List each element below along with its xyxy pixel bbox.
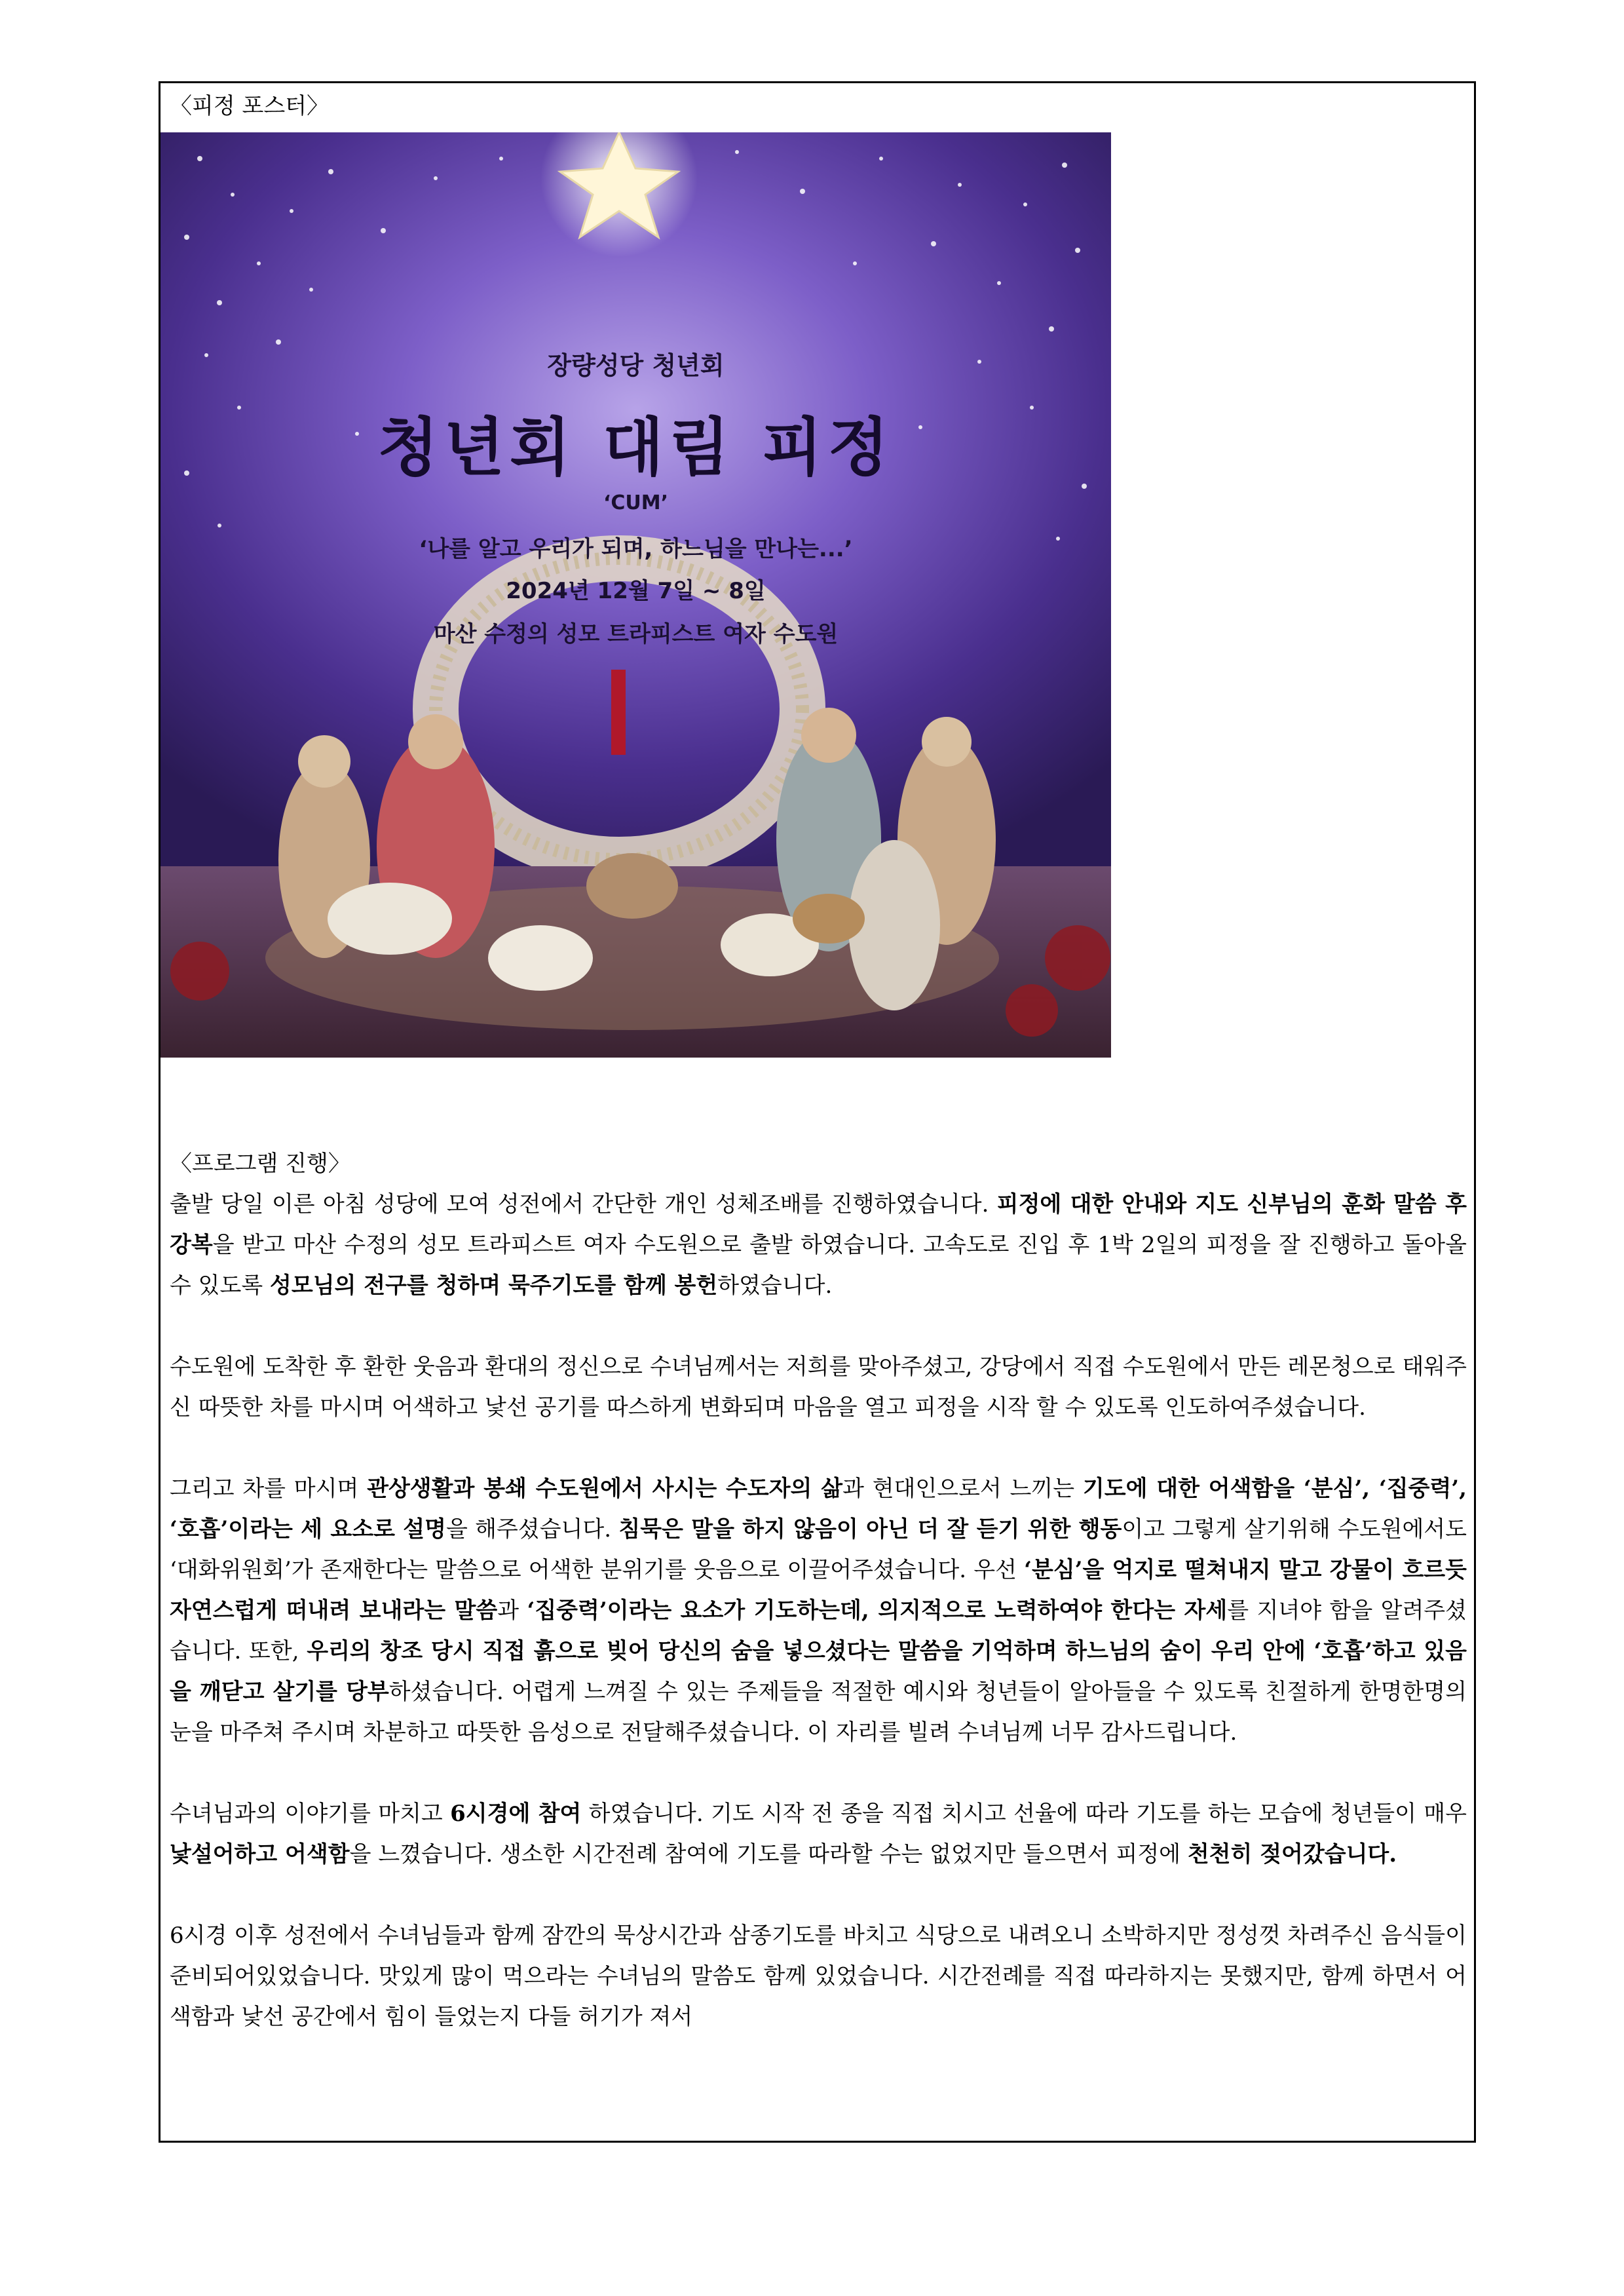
bold-text-run: 성모님의 전구를 청하며 묵주기도를 함께 봉헌 <box>270 1272 718 1299</box>
program-paragraph <box>170 1468 1467 1753</box>
text-run: 과 <box>497 1598 527 1624</box>
program-paragraph <box>170 1184 1467 1306</box>
bold-text-run: 관상생활과 봉쇄 수도원에서 사시는 수도자의 삶 <box>367 1476 843 1502</box>
bold-text-run: 피정에 대한 안내와 지도 신부님의 훈화 말씀 후 강복 <box>170 1191 1467 1258</box>
bold-text-run: 천천히 젖어갔습니다. <box>1187 1841 1397 1867</box>
poster-theme: ‘CUM’ <box>603 491 669 514</box>
text-run: 을 해주셨습니다. <box>446 1516 619 1542</box>
text-run: 그리고 차를 마시며 <box>170 1476 368 1502</box>
program-paragraph <box>170 1915 1467 2037</box>
poster-date: 2024년 12월 7일 ~ 8일 <box>506 578 766 604</box>
bold-text-run: ‘분심’을 억지로 떨쳐내지 말고 강물이 흐르듯 자연스럽게 떠내려 보내라는 말씀 <box>170 1557 1467 1624</box>
program-paragraph <box>170 1793 1467 1875</box>
poster-place: 마산 수정의 성모 트라피스트 여자 수도원 <box>433 621 839 647</box>
bold-text-run: 6시경에 참여 <box>450 1801 582 1827</box>
text-run: 출발 당일 이른 아침 성당에 모여 성전에서 간단한 개인 성체조배를 진행하였습니다. <box>170 1191 997 1217</box>
text-run: 하셨습니다. 어렵게 느껴질 수 있는 주제들을 적절한 예시와 청년들이 알아들을 수 있도록 친절하게 한명한명의 눈을 마주쳐 주시며 차분하고 따뜻한 음성으로 전달해주셨습니다. 이 자리를 빌려 수녀님께 너무 감사드립니다. <box>170 1679 1467 1746</box>
text-run: 을 느꼈습니다. 생소한 시간전례 참여에 기도를 따라할 수는 없었지만 들으면서 피정에 <box>349 1841 1188 1867</box>
bold-text-run: 우리의 창조 당시 직접 흙으로 빚어 당신의 숨을 넣으셨다는 말씀을 기억하며 하느님의 숨이 우리 안에 ‘호흡’하고 있음을 깨닫고 살기를 당부 <box>170 1638 1467 1705</box>
text-run: 을 받고 마산 수정의 성모 트라피스트 여자 수도원으로 출발 하였습니다. 고속도로 진입 후 1박 2일의 피정을 잘 진행하고 돌아올 수 있도록 <box>170 1232 1467 1299</box>
bold-text-run: 기도에 대한 어색함을 ‘분심’, ‘집중력’, ‘호흡’이라는 세 요소로 설명 <box>170 1476 1467 1542</box>
retreat-poster <box>161 132 1111 1058</box>
program-section-heading: 〈프로그램 진행〉 <box>170 1151 350 1177</box>
text-run: 하였습니다. 기도 시작 전 종을 직접 치시고 선율에 따라 기도를 하는 모습에 청년들이 매우 <box>581 1801 1467 1827</box>
poster-title: 청년회 대림 피정 <box>377 411 894 484</box>
program-body <box>170 1184 1467 2078</box>
bold-text-run: 침묵은 말을 하지 않음이 아닌 더 잘 듣기 위한 행동 <box>618 1516 1122 1542</box>
document-frame <box>159 81 1476 2143</box>
bold-text-run: 낯설어하고 어색함 <box>170 1841 350 1867</box>
poster-subtitle: ‘나를 알고 우리가 되며, 하느님을 만나는...’ <box>419 536 853 562</box>
text-run: 수도원에 도착한 후 환한 웃음과 환대의 정신으로 수녀님께서는 저희를 맞아주셨고, 강당에서 직접 수도원에서 만든 레몬청으로 태워주신 따뜻한 차를 마시며 어색하고 낯선 공기를 따스하게 변화되며 마음을 열고 피정을 시작 할 수 있도록 인도하여주셨습니다. <box>170 1354 1467 1421</box>
text-run: 하였습니다. <box>717 1272 833 1299</box>
poster-organizer: 장량성당 청년회 <box>547 351 725 380</box>
text-run: 과 현대인으로서 느끼는 <box>842 1476 1083 1502</box>
text-run: 이고 그렇게 살기위해 수도원에서도 ‘대화위원회’가 존재한다는 말씀으로 어색한 분위기를 웃음으로 이끌어주셨습니다. 우선 <box>170 1516 1467 1583</box>
poster-section-heading: 〈피정 포스터〉 <box>170 93 330 119</box>
bold-text-run: ‘집중력’이라는 요소가 기도하는데, 의지적으로 노력하여야 한다는 자세 <box>527 1598 1228 1624</box>
text-run: 6시경 이후 성전에서 수녀님들과 함께 잠깐의 묵상시간과 삼종기도를 바치고 식당으로 내려오니 소박하지만 정성껏 차려주신 음식들이 준비되어있었습니다. 맛있게 많이 먹으라는 수녀님의 말씀도 함께 있었습니다. 시간전례를 직접 따라하지는 못했지만, 함께 하면서 어색함과 낯선 공간에서 힘이 들었는지 다들 허기가 져서 <box>170 1923 1467 2030</box>
text-run: 수녀님과의 이야기를 마치고 <box>170 1801 451 1827</box>
text-run: 를 지녀야 함을 알려주셨습니다. 또한, <box>170 1598 1467 1664</box>
program-paragraph <box>170 1347 1467 1428</box>
